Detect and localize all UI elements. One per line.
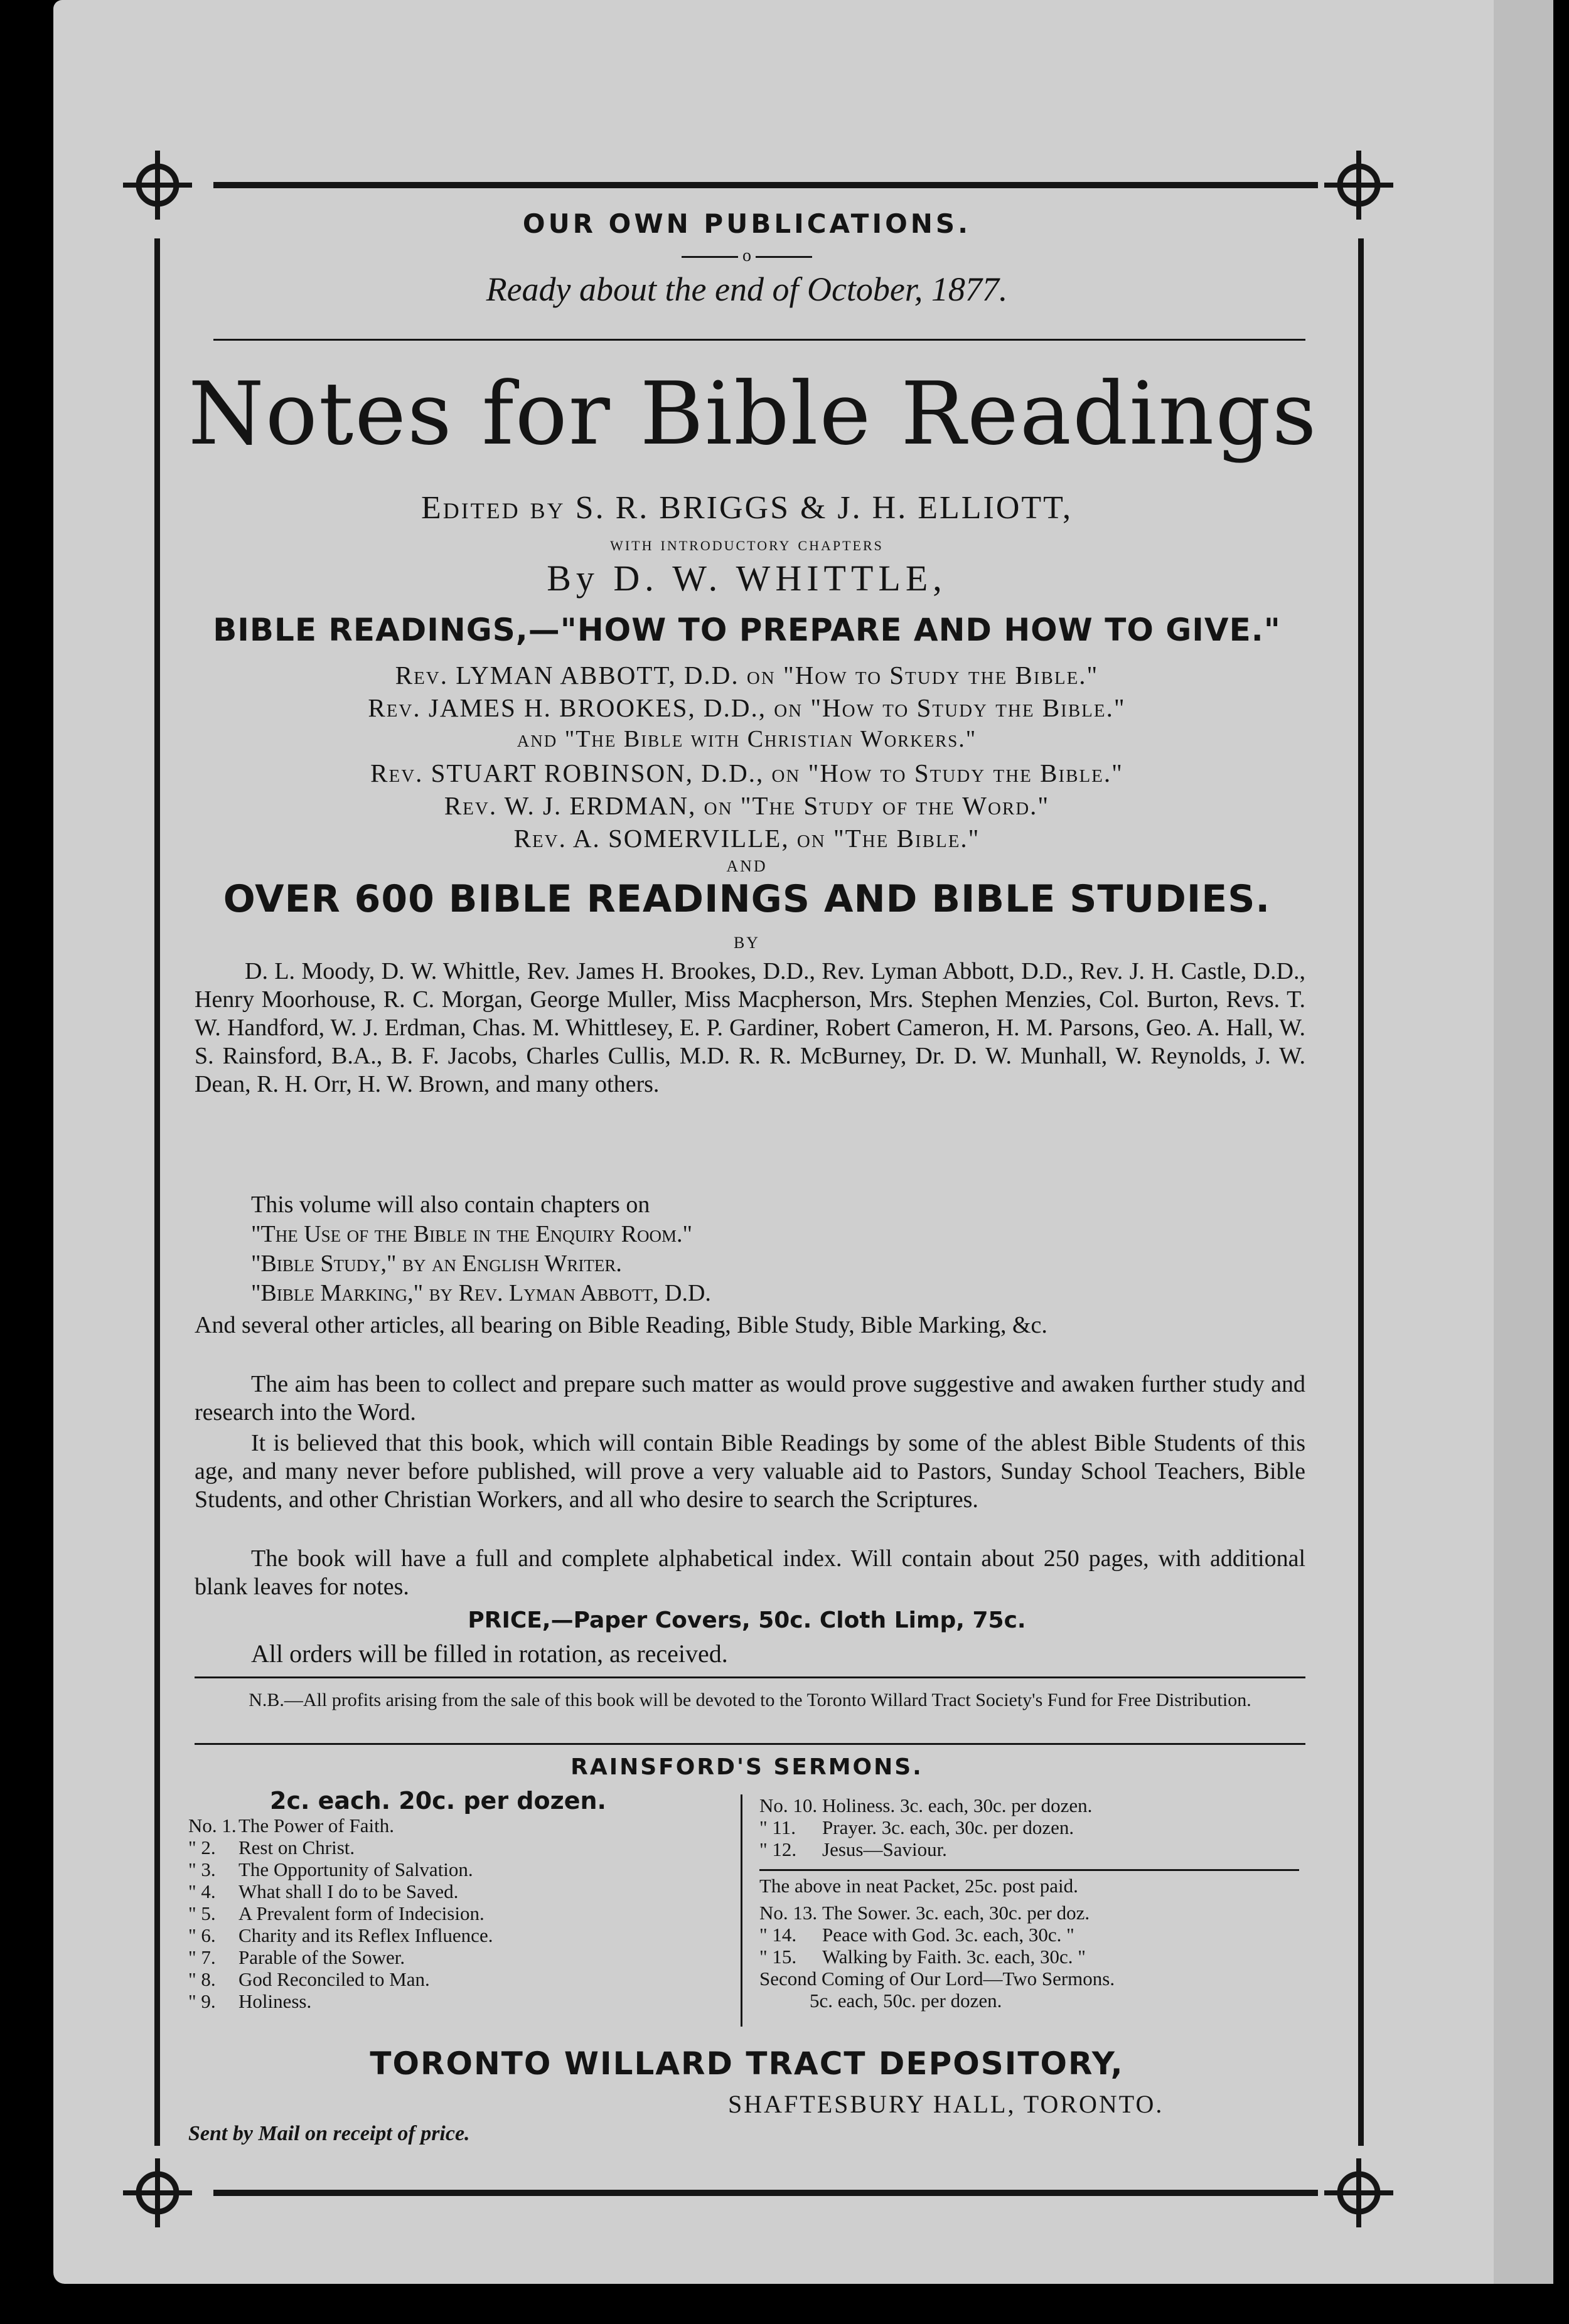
list-item: " 15. Walking by Faith. 3c. each, 30c. ": [759, 1946, 1086, 1968]
price-line: PRICE,—Paper Covers, 50c. Cloth Limp, 75c.: [468, 1607, 1026, 1633]
divider-line: [213, 339, 1305, 341]
contributor-line: Rev. A. SOMERVILLE, on "The Bible.": [513, 824, 980, 853]
volume-chapter: "Bible Marking," by Rev. Lyman Abbott, D.D.: [251, 1280, 711, 1306]
depository-name: TORONTO WILLARD TRACT DEPOSITORY,: [370, 2045, 1124, 2082]
over-600-heading: OVER 600 BIBLE READINGS AND BIBLE STUDIES.: [223, 877, 1271, 921]
index-paragraph: The book will have a full and complete alphabetical index. Will contain about 250 pages, with additional blank leaves for notes.: [195, 1545, 1305, 1600]
heading-divider: [188, 246, 1305, 266]
contributor-line: Rev. STUART ROBINSON, D.D., on "How to Study the Bible.": [370, 759, 1123, 787]
contributor-line: Rev. W. J. ERDMAN, on "The Study of the Word.": [444, 791, 1050, 820]
list-item: " 11. Prayer. 3c. each, 30c. per dozen.: [759, 1816, 1074, 1838]
list-item: " 9. Holiness.: [188, 1990, 312, 2012]
contributor-line: Rev. LYMAN ABBOTT, D.D. on "How to Study the Bible.": [395, 661, 1099, 690]
border-left: [154, 238, 160, 2146]
sermons-right-column: [759, 1794, 1305, 2012]
authors-paragraph: D. L. Moody, D. W. Whittle, Rev. James H. Brookes, D.D., Rev. Lyman Abbott, D.D., Rev. J. H. Castle, D.D., Henry Moorhouse, R. C. Morgan, George Muller, Miss Macpherson, Mrs. Stephen Menzies, Col. Burton, Revs. T. W. Handford, W. J. Erdman, Chas. M. Whittlesey, E. P. Gardiner, Robert Cameron, H. M. Parsons, Geo. A. Hall, W. S. Rainsford, B.A., B. F. Jacobs, Charles Cullis, M.D. R. R. McBurney, Dr. D. W. Munhall, W. Reynolds, J. W. Dean, R. H. Orr, H. W. Brown, and many others.: [195, 958, 1305, 1097]
corner-crosshair-icon: [123, 2158, 192, 2227]
introductory-chapters: with introductory chapters: [610, 532, 884, 555]
and-word: AND: [726, 857, 768, 875]
list-item: " 4. What shall I do to be Saved.: [188, 1880, 459, 1902]
by-word: BY: [733, 934, 761, 952]
list-item: " 7. Parable of the Sower.: [188, 1946, 405, 1968]
contributor-line: and "The Bible with Christian Workers.": [517, 726, 977, 752]
sermons-heading: RAINSFORD'S SERMONS.: [570, 1754, 923, 1780]
border-bottom: [213, 2190, 1318, 2196]
list-item: No. 10. Holiness. 3c. each, 30c. per dozen.: [759, 1794, 1093, 1816]
divider-line: [195, 1676, 1305, 1678]
list-item: No. 13. The Sower. 3c. each, 30c. per doz.: [759, 1902, 1090, 1924]
border-top: [213, 182, 1318, 188]
depository-address: SHAFTESBURY HALL, TORONTO.: [728, 2090, 1164, 2118]
ready-date: Ready about the end of October, 1877.: [486, 270, 1008, 308]
sermons-price: 2c. each. 20c. per dozen.: [270, 1787, 606, 1815]
list-item: " 14. Peace with God. 3c. each, 30c. ": [759, 1924, 1074, 1946]
list-item: " 5. A Prevalent form of Indecision.: [188, 1902, 485, 1924]
corner-crosshair-icon: [1324, 2158, 1393, 2227]
sent-by-mail: Sent by Mail on receipt of price.: [188, 2122, 470, 2145]
several-articles-paragraph: And several other articles, all bearing on Bible Reading, Bible Study, Bible Marking, &c.: [195, 1312, 1047, 1338]
list-item: " 6. Charity and its Reflex Influence.: [188, 1924, 493, 1946]
sermons-left-column: [188, 1787, 728, 2012]
list-item: " 3. The Opportunity of Salvation.: [188, 1858, 473, 1880]
list-item: No. 1. The Power of Faith.: [188, 1815, 394, 1836]
volume-chapter: "Bible Study," by an English Writer.: [251, 1250, 622, 1277]
packet-note: The above in neat Packet, 25c. post paid.: [759, 1875, 1078, 1897]
believed-paragraph: It is believed that this book, which will contain Bible Readings by some of the ablest Bible Students of this age, and many never before published, will prove a very valuable aid to Pastors, Sunday School Teachers, Bible Students, and other Christian Workers, and all who desire to search the Scriptures.: [195, 1430, 1305, 1513]
contributor-line: Rev. JAMES H. BROOKES, D.D., on "How to Study the Bible.": [368, 693, 1126, 722]
volume-note: This volume will also contain chapters on: [251, 1191, 650, 1218]
corner-crosshair-icon: [123, 151, 192, 220]
aim-paragraph: The aim has been to collect and prepare such matter as would prove suggestive and awaken further study and research into the Word.: [195, 1371, 1305, 1426]
second-coming-line: Second Coming of Our Lord—Two Sermons.: [759, 1968, 1115, 1990]
page-edge-shadow: [1494, 0, 1553, 2284]
volume-chapter: "The Use of the Bible in the Enquiry Room.": [251, 1221, 693, 1247]
how-to-prepare-heading: BIBLE READINGS,—"HOW TO PREPARE AND HOW TO GIVE.": [213, 612, 1281, 648]
section-heading-our-own: OUR OWN PUBLICATIONS.: [522, 208, 972, 239]
list-item: " 2. Rest on Christ.: [188, 1836, 355, 1858]
edited-by: Edited by S. R. BRIGGS & J. H. ELLIOTT,: [420, 490, 1073, 526]
column-divider: [741, 1794, 742, 2027]
list-item: " 12. Jesus—Saviour.: [759, 1838, 947, 1860]
page-content: [188, 188, 1318, 2171]
nb-note: N.B.—All profits arising from the sale of this book will be devoted to the Toronto Willard Tract Society's Fund for Free Distribution.: [249, 1690, 1251, 1710]
divider-glyph: o: [742, 246, 751, 265]
list-item: " 8. God Reconciled to Man.: [188, 1968, 430, 1990]
book-title: Notes for Bible Readings: [188, 363, 1318, 464]
divider-line: [195, 1743, 1305, 1745]
corner-crosshair-icon: [1324, 151, 1393, 220]
second-coming-price: 5c. each, 50c. per dozen.: [810, 1990, 1002, 2012]
orders-line: All orders will be filled in rotation, as received.: [251, 1639, 728, 1668]
by-whittle: By D. W. WHITTLE,: [547, 558, 947, 599]
